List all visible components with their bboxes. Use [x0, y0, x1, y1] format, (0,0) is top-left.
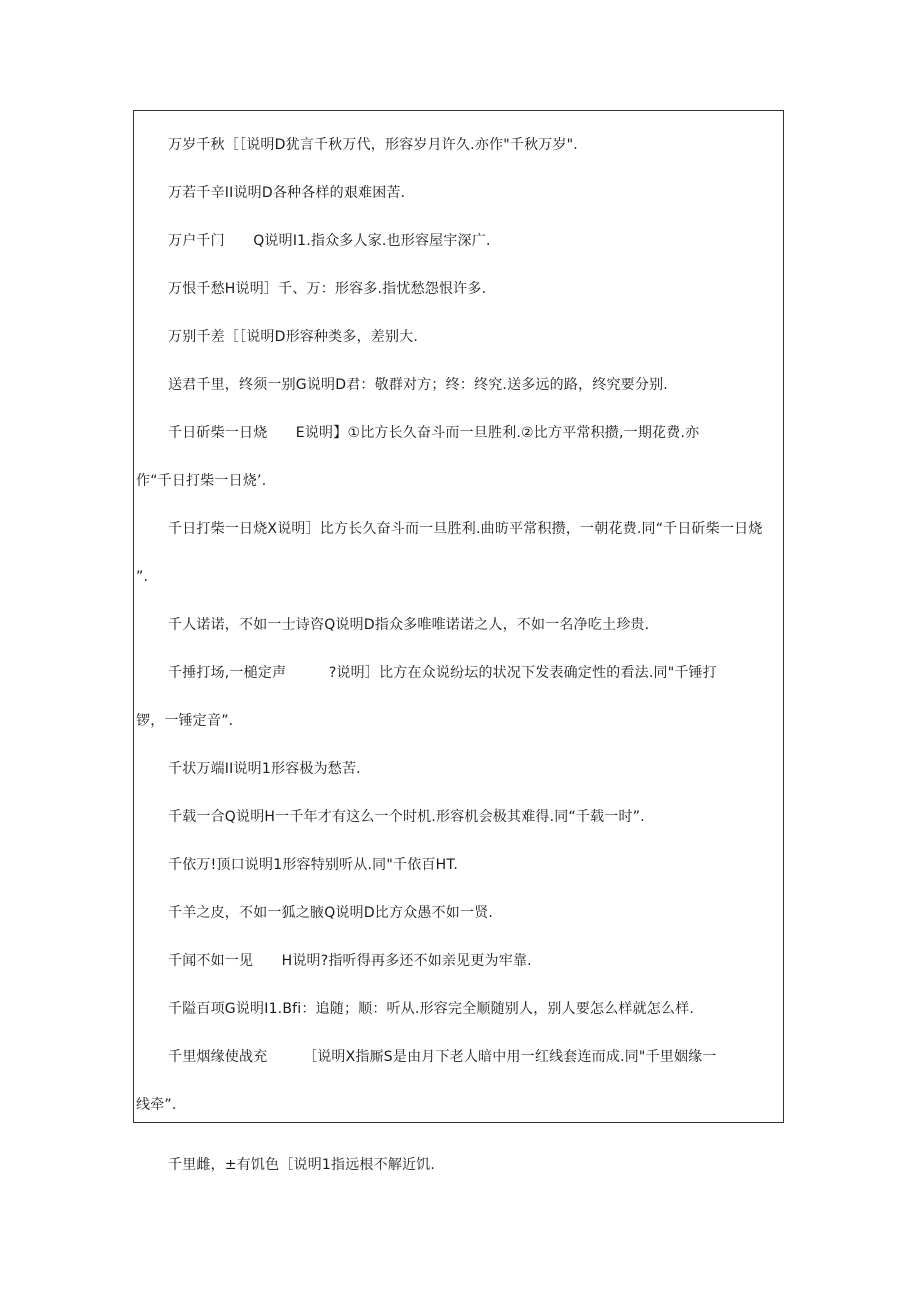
entry-line-continued: 线牵”.	[136, 1097, 177, 1113]
entry-line-continued: ”.	[136, 569, 149, 585]
entry-line: 万若千辛II说明D各种各样的艰难困苦.	[168, 185, 406, 201]
entry-line: 万别千差［［说明D形容种类多，差别大.	[168, 329, 419, 345]
entry-line: 送君千里，终须一别G说明D君：敬群对方；终：终究.送多远的路，终究要分别.	[168, 377, 668, 393]
entry-line: 千状万端II说明1形容极为愁苦.	[168, 761, 361, 777]
entry-line: 千捶打场,一槌定声 ?说明］比方在众说纷坛的状况下发表确定性的看法.同"千锤打	[168, 665, 717, 681]
entry-line: 万恨千愁H说明］千、万：形容多.指忧愁怨恨许多.	[168, 281, 487, 297]
entry-line: 千日斫柴一日烧 E说明】①比方长久奋斗而一旦胜利.②比方平常积攒,一期花费.亦	[168, 425, 700, 441]
entry-line-continued: 锣，一锤定音”.	[136, 713, 234, 729]
entry-line: 千依万!顶口说明1形容特别听从.同"千依百HT.	[168, 857, 459, 873]
entry-line: 千人诺诺，不如一士诗咨Q说明D指众多唯唯诺诺之人，不如一名净吃土珍贵.	[168, 617, 650, 633]
entry-line: 千闻不如一见 H说明?指听得再多还不如亲见更为牢靠.	[168, 953, 532, 969]
entry-line: 万户千门 Q说明I1.指众多人家.也形容屋宇深广.	[168, 233, 491, 249]
entry-line-continued: 作“千日打柴一日烧’.	[136, 473, 267, 489]
entry-line: 千羊之皮，不如一狐之腋Q说明D比方众愚不如一贤.	[168, 905, 494, 921]
entry-line: 千里烟缘使战充 ［说明X指厮S是由月下老人暗中用一红线套连而成.同"千里姻缘一	[168, 1049, 717, 1065]
entry-line: 千日打柴一日烧X说明］比方长久奋斗而一旦胜利.曲昉平常积攒，一朝花费.同“千日斫柴一日烧	[168, 521, 763, 537]
entry-line-outside: 千里雌，±有饥色［说明1指远根不解近饥.	[168, 1157, 436, 1173]
entry-line: 千载一合Q说明H一千年才有这么一个时机.形容机会极其难得.同“千载一时”.	[168, 809, 645, 825]
entry-line: 千隘百项G说明I1.Bfi：追随；顺：听从.形容完全顺随别人，别人要怎么样就怎么样.	[168, 1001, 695, 1017]
entry-line: 万岁千秋［［说明D犹言千秋万代，形容岁月许久.亦作"千秋万岁".	[168, 137, 578, 153]
